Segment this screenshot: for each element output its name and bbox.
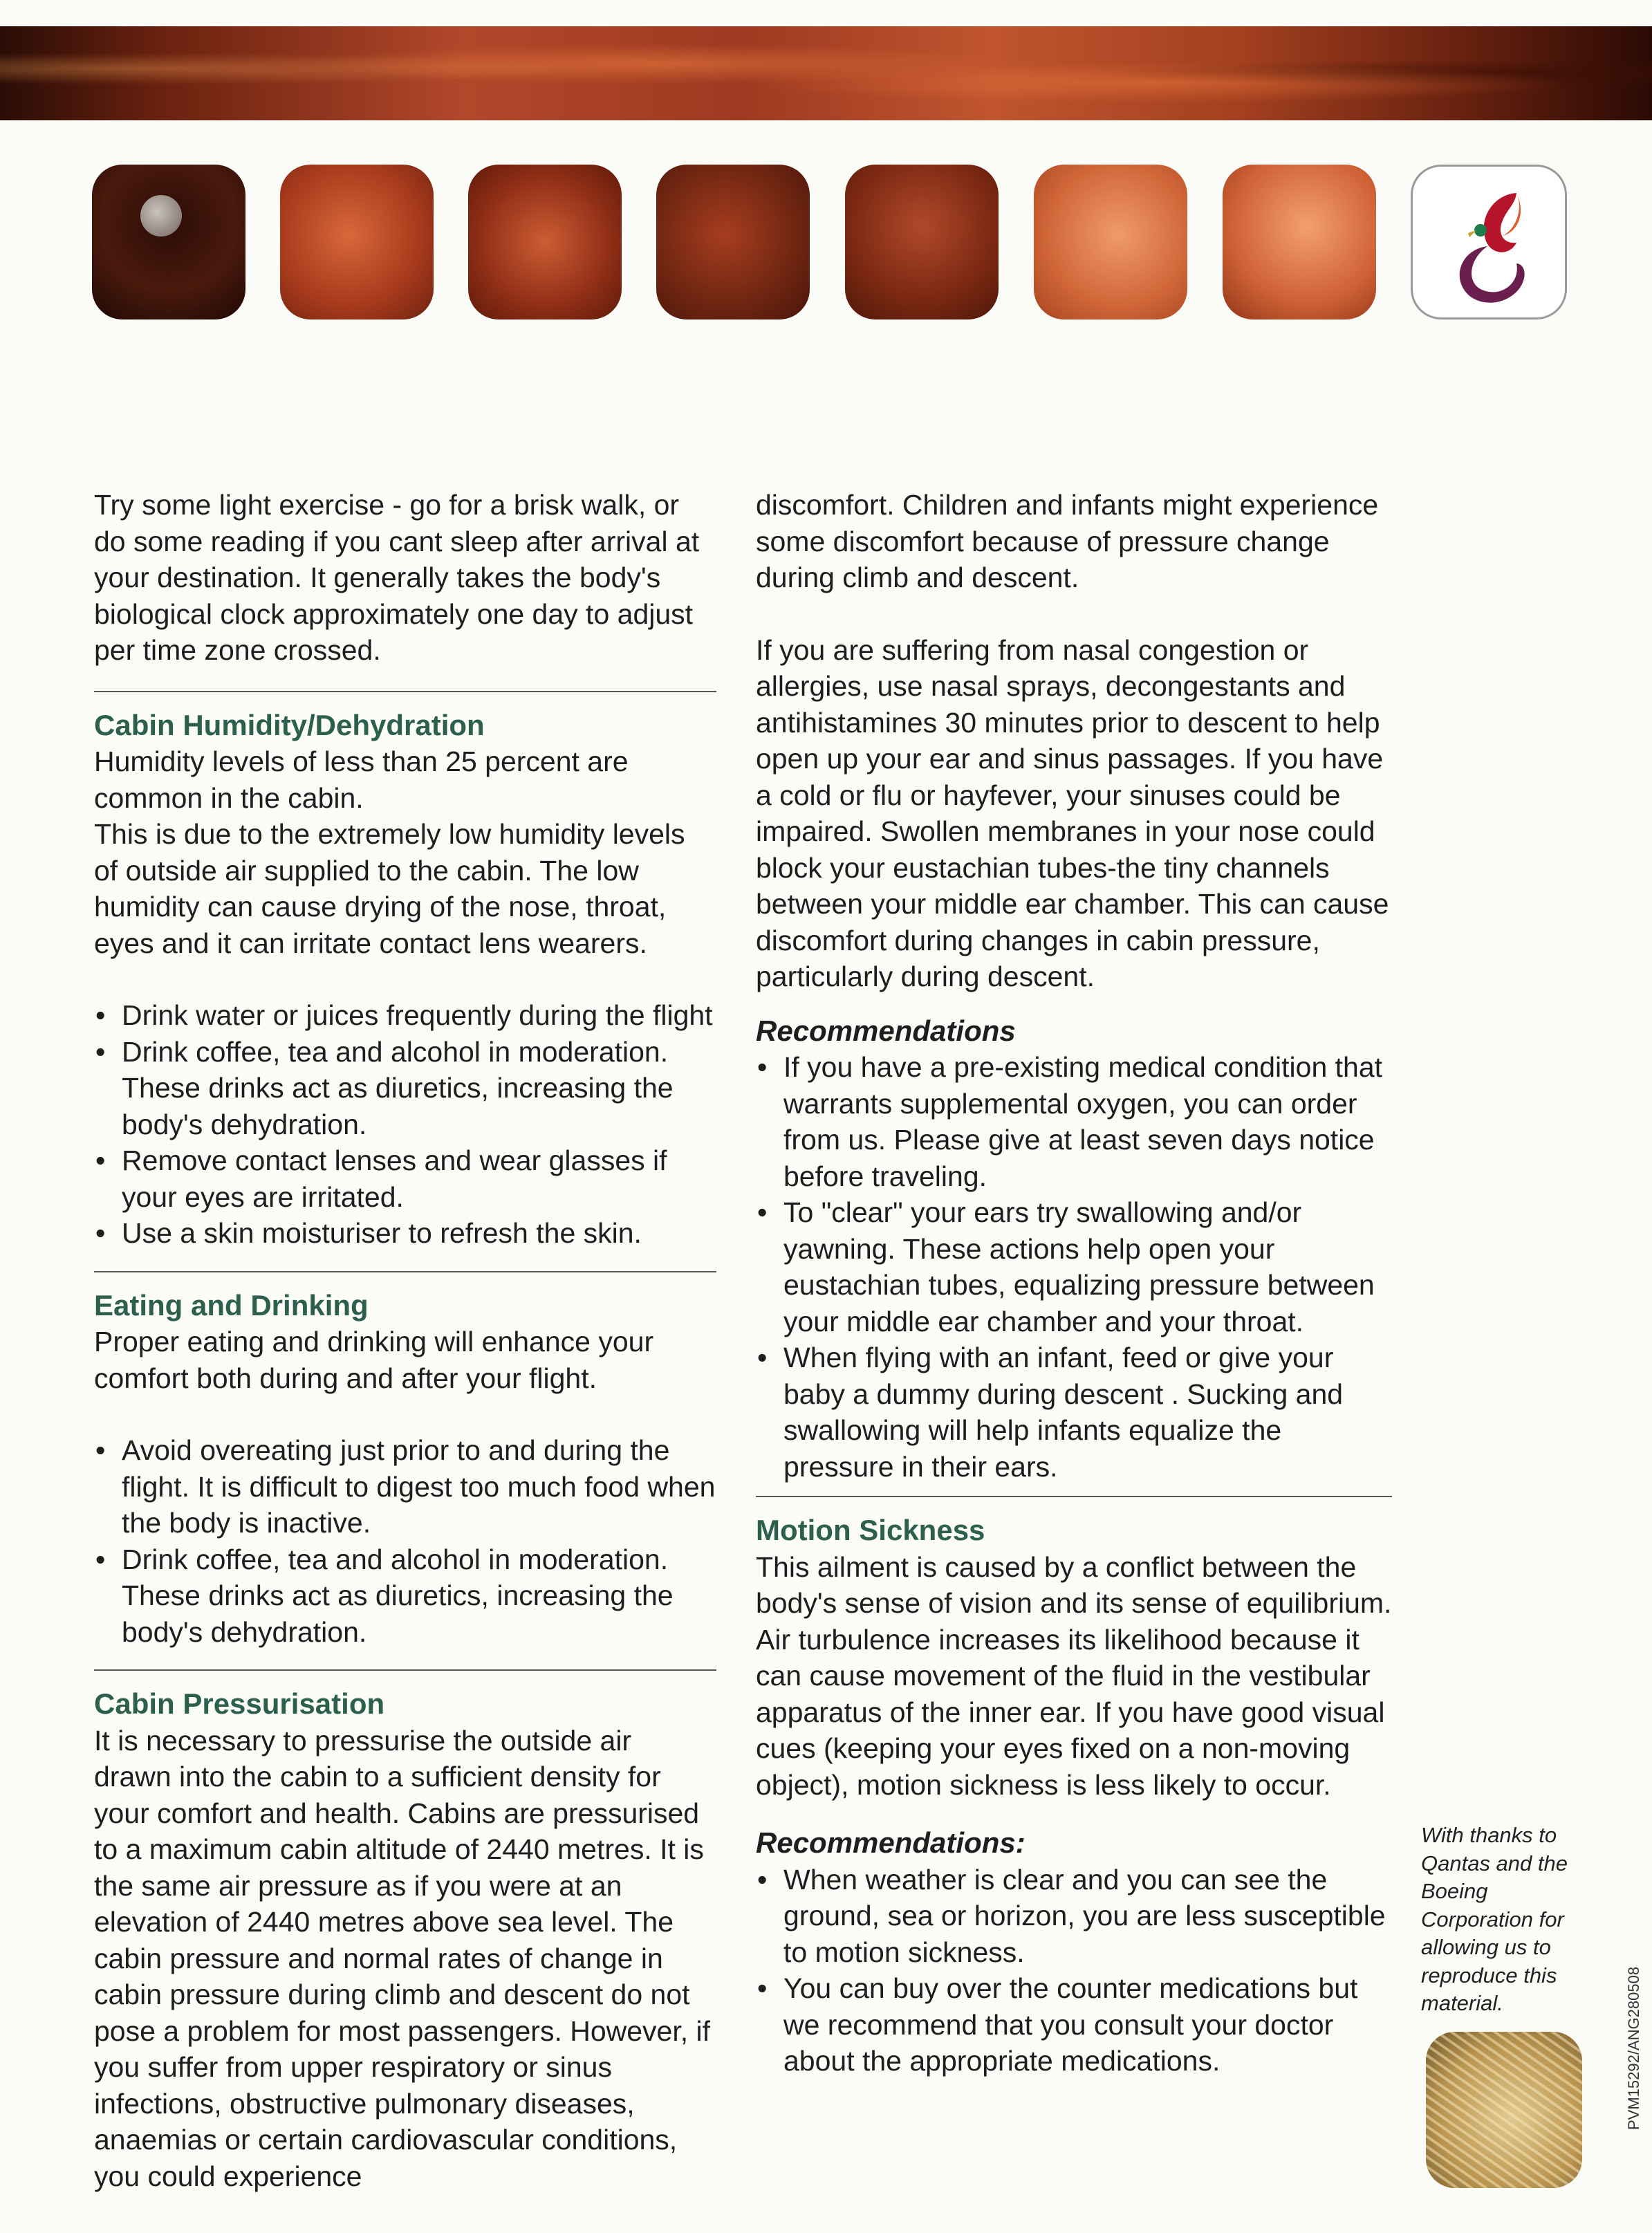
thumbnail-texture-2 [280, 165, 434, 319]
list-item: • Use a skin moisturiser to refresh the skin. [94, 1215, 716, 1252]
list-item: • Drink coffee, tea and alcohol in moderation. These drinks act as diuretics, increasing the body's dehydration. [94, 1034, 716, 1143]
recommendations-bullet-list [756, 1049, 1392, 1485]
list-item: • When weather is clear and you can see the ground, sea or horizon, you are less susceptible to motion sickness. [756, 1862, 1392, 1971]
list-item: • Drink coffee, tea and alcohol in moderation. These drinks act as diuretics, increasing the body's dehydration. [94, 1541, 716, 1651]
thumbnail-texture-3 [468, 165, 622, 319]
intro-paragraph: Try some light exercise - go for a brisk walk, or do some reading if you cant sleep after arrival at your destination. It generally takes the body's biological clock approximately one day to adjust per time zone crossed. [94, 489, 700, 666]
moon-shape [140, 195, 182, 237]
heading-recommendations: Recommendations [756, 1014, 1016, 1047]
list-item: • When flying with an infant, feed or give your baby a dummy during descent . Sucking and swallowing will help infants equalize the pressure in their ears. [756, 1340, 1392, 1485]
motion-sickness-paragraph: This ailment is caused by a conflict between the body's sense of vision and its sense of equilibrium. Air turbulence increases its likelihood because it can cause movement of the fluid in the vestibular apparatus of the inner ear. If you have good visual cues (keeping your eyes fixed on a non-moving object), motion sickness is less likely to occur. [756, 1550, 1392, 1801]
eating-bullet-list [94, 1432, 716, 1650]
list-item: • Drink water or juices frequently during the flight [94, 997, 716, 1034]
thumbnail-texture-7 [1223, 165, 1376, 319]
heading-motion-sickness: Motion Sickness [756, 1514, 985, 1546]
list-item: • If you have a pre-existing medical condition that warrants supplemental oxygen, you can order from us. Please give at least seven days notice before traveling. [756, 1049, 1392, 1194]
nasal-congestion-paragraph: If you are suffering from nasal congestion or allergies, use nasal sprays, decongestants and antihistamines 30 minutes prior to descent to help open up your ear and sinus passages. If you have a cold or flu or hayfever, your sinuses could be impaired. Swollen membranes in your nose could block your eustachian tubes-the tiny channels between your middle ear chamber. This can cause discomfort during changes in cabin pressure, particularly during descent. [756, 633, 1389, 992]
thumbnail-texture-4 [656, 165, 810, 319]
humidity-paragraph-1: Humidity levels of less than 25 percent are common in the cabin. [94, 745, 629, 814]
bird-of-paradise-logo-icon [1413, 167, 1565, 317]
document-code: PVM15292/ANG280508 [1625, 1966, 1642, 2130]
eating-paragraph: Proper eating and drinking will enhance your comfort both during and after your flight. [94, 1326, 654, 1394]
right-column [756, 487, 1392, 2079]
heading-eating-drinking: Eating and Drinking [94, 1288, 369, 1322]
heading-cabin-pressurisation: Cabin Pressurisation [94, 1687, 385, 1720]
pressurisation-paragraph: It is necessary to pressurise the outside air drawn into the cabin to a sufficient density for your comfort and health. Cabins are pressurised to a maximum cabin altitude of 2440 metres. It is the same air pressure as if you were at an elevation of 2440 metres above sea level. The cabin pressure and normal rates of change in cabin pressure during climb and descent do not pose a problem for most passengers. However, if you suffer from upper respiratory or sinus infections, obstructive pulmonary diseases, anaemias or certain cardiovascular conditions, you could experience [94, 1724, 711, 2192]
airline-logo [1411, 165, 1567, 319]
list-item: • Avoid overeating just prior to and during the flight. It is difficult to digest too much food when the body is inactive. [94, 1432, 716, 1541]
wheat-photo [1426, 2032, 1582, 2188]
heading-cabin-humidity: Cabin Humidity/Dehydration [94, 708, 485, 741]
acknowledgement-note: With thanks to Qantas and the Boeing Corporation for allowing us to reproduce this material. [1421, 1823, 1568, 2015]
list-item: • You can buy over the counter medications but we recommend that you consult your doctor about the appropriate medications. [756, 1970, 1392, 2079]
left-column [94, 487, 716, 2194]
list-item: • Remove contact lenses and wear glasses if your eyes are irritated. [94, 1142, 716, 1215]
thumbnail-texture-5 [845, 165, 999, 319]
thumbnail-night-sky [92, 165, 245, 319]
discomfort-paragraph: discomfort. Children and infants might experience some discomfort because of pressure change during climb and descent. [756, 489, 1379, 593]
header-banner-image [0, 26, 1652, 120]
thumbnail-texture-6 [1034, 165, 1187, 319]
recommendations-2-bullet-list [756, 1862, 1392, 2079]
heading-recommendations-2: Recommendations: [756, 1826, 1025, 1859]
humidity-bullet-list [94, 997, 716, 1252]
thumbnail-strip [0, 165, 1652, 324]
list-item: • To "clear" your ears try swallowing and/or yawning. These actions help open your eustachian tubes, equalizing pressure between your middle ear chamber and your throat. [756, 1194, 1392, 1340]
humidity-paragraph-2: This is due to the extremely low humidity levels of outside air supplied to the cabin. The low humidity can cause drying of the nose, throat, eyes and it can irritate contact lens wearers. [94, 818, 685, 959]
